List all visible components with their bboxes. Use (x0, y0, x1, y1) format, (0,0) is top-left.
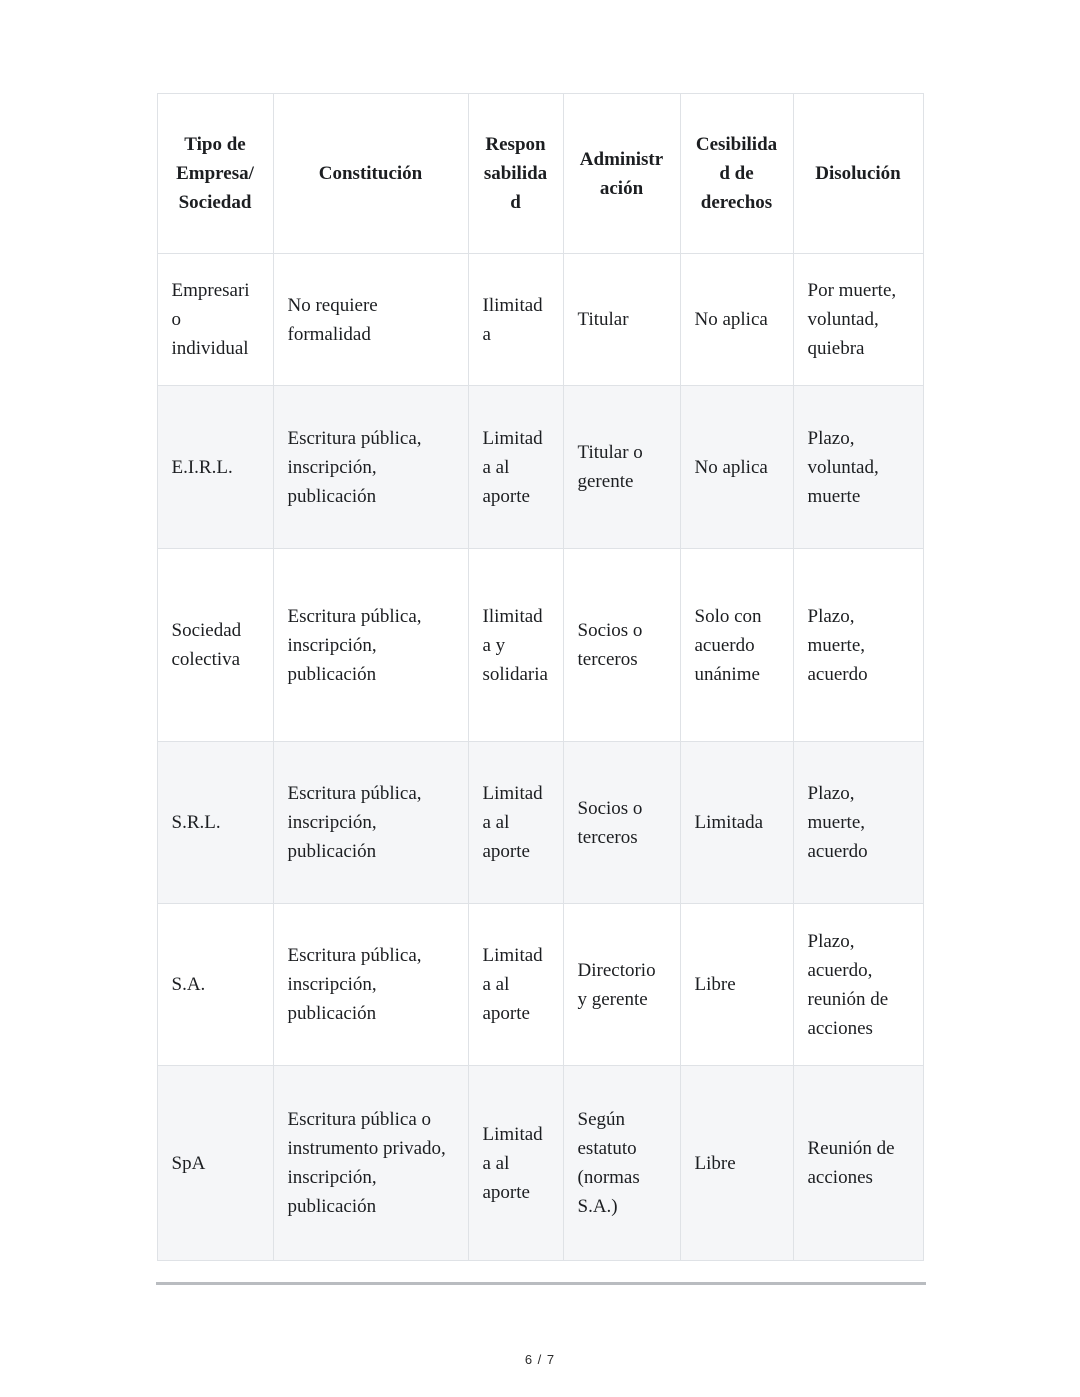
table-cell: Titular o gerente (563, 386, 680, 549)
table-cell: Escritura pública, inscripción, publicación (273, 549, 468, 742)
table-cell: No requiere formalidad (273, 254, 468, 386)
table-cell: Reunión de acciones (793, 1066, 923, 1261)
table-cell: Solo con acuerdo unánime (680, 549, 793, 742)
table-row-empresario-individual (157, 254, 923, 386)
table-row-eirl (157, 386, 923, 549)
company-types-table (157, 93, 924, 1261)
table-cell: Limitada al aporte (468, 904, 563, 1066)
table-cell: Socios o terceros (563, 742, 680, 904)
table-cell: Plazo, voluntad, muerte (793, 386, 923, 549)
table-cell: Limitada (680, 742, 793, 904)
page-divider (156, 1282, 926, 1285)
table-cell: Ilimitada y solidaria (468, 549, 563, 742)
table-cell: Limitada al aporte (468, 1066, 563, 1261)
header-cell-administracion: Administración (563, 94, 680, 254)
table-cell: Limitada al aporte (468, 742, 563, 904)
table-cell: Directorio y gerente (563, 904, 680, 1066)
table-cell: Libre (680, 1066, 793, 1261)
table-cell: E.I.R.L. (157, 386, 273, 549)
table-cell: Empresario individual (157, 254, 273, 386)
table-cell: Escritura pública, inscripción, publicación (273, 386, 468, 549)
table-cell: Titular (563, 254, 680, 386)
table-cell: Según estatuto (normas S.A.) (563, 1066, 680, 1261)
document-content (156, 0, 924, 1285)
table-cell: Escritura pública o instrumento privado, inscripción, publicación (273, 1066, 468, 1261)
table-cell: No aplica (680, 386, 793, 549)
table-cell: Plazo, acuerdo, reunión de acciones (793, 904, 923, 1066)
table-row-spa (157, 1066, 923, 1261)
table-cell: Socios o terceros (563, 549, 680, 742)
header-cell-disolucion: Disolución (793, 94, 923, 254)
header-cell-constitucion: Constitución (273, 94, 468, 254)
header-row (157, 94, 923, 254)
table-cell: Plazo, muerte, acuerdo (793, 549, 923, 742)
header-cell-cesibilidad: Cesibilidad de derechos (680, 94, 793, 254)
table-cell: Escritura pública, inscripción, publicación (273, 904, 468, 1066)
table-cell: No aplica (680, 254, 793, 386)
table-cell: Limitada al aporte (468, 386, 563, 549)
table-cell: S.A. (157, 904, 273, 1066)
table-cell: Plazo, muerte, acuerdo (793, 742, 923, 904)
header-cell-responsabilidad: Responsabilidad (468, 94, 563, 254)
table-cell: S.R.L. (157, 742, 273, 904)
table-row-srl (157, 742, 923, 904)
table-cell: Por muerte, voluntad, quiebra (793, 254, 923, 386)
header-cell-tipo-empresa: Tipo de Empresa/Sociedad (157, 94, 273, 254)
table-cell: SpA (157, 1066, 273, 1261)
table-row-sa (157, 904, 923, 1066)
table-cell: Escritura pública, inscripción, publicación (273, 742, 468, 904)
table-cell: Sociedad colectiva (157, 549, 273, 742)
page-number: 6 / 7 (524, 1352, 556, 1367)
table-cell: Libre (680, 904, 793, 1066)
table-row-sociedad-colectiva (157, 549, 923, 742)
table-cell: Ilimitada (468, 254, 563, 386)
